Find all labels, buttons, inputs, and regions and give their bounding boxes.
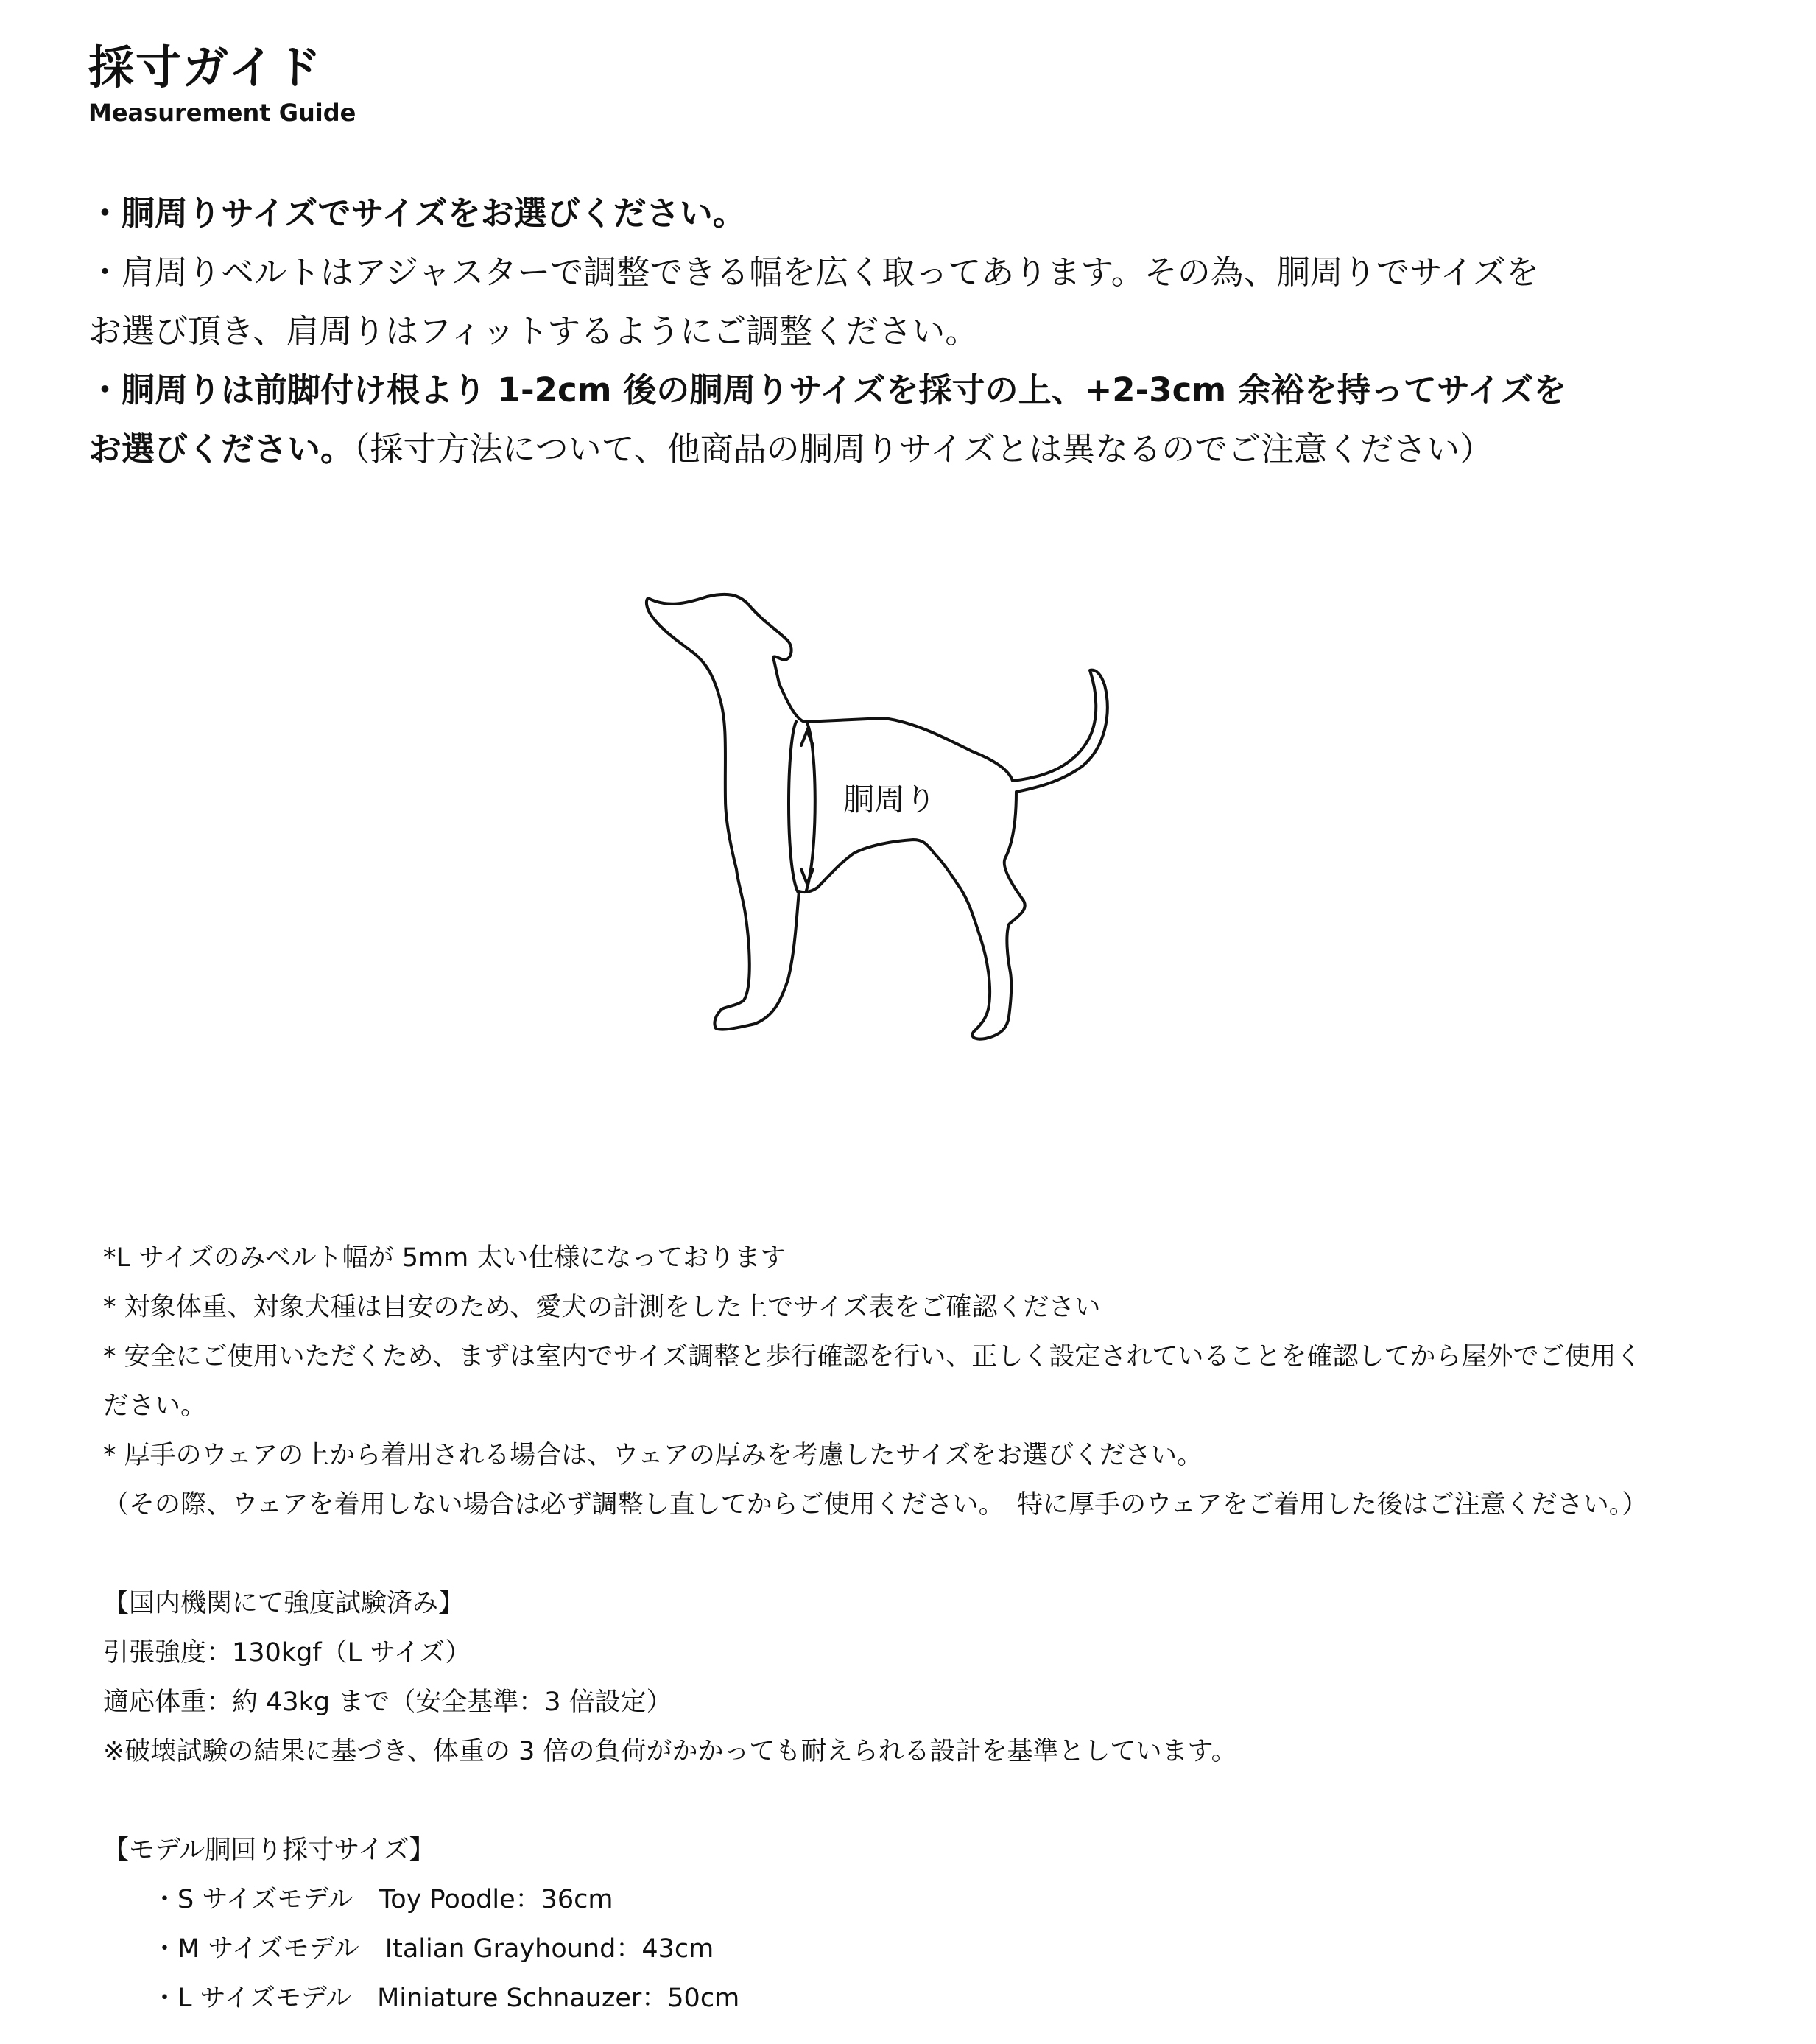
note-4: * 厚手のウェアの上から着用される場合は、ウェアの厚みを考慮したサイズをお選びください。 [103, 1441, 1203, 1470]
intro-instructions [88, 184, 1753, 479]
model-item: ・L サイズモデル Miniature Schnauzer：50cm [152, 1984, 740, 2013]
note-3a: * 安全にご使用いただくため、まずは室内でサイズ調整と歩行確認を行い、正しく設定されていることを確認してから屋外でご使用く [103, 1342, 1642, 1372]
intro-line-5-bold: お選びください。 [88, 429, 354, 468]
intro-line-5 [88, 420, 1753, 479]
page-header [88, 43, 356, 127]
note-3b: ださい。 [103, 1391, 207, 1421]
intro-line-3: お選び頂き、肩周りはフィットするようにご調整ください。 [88, 312, 979, 351]
strength-heading: 【国内機関にて強度試験済み】 [103, 1589, 465, 1618]
dog-measurement-diagram [633, 589, 1193, 1105]
note-1: *L サイズのみベルト幅が 5mm 太い仕様になっております [103, 1243, 786, 1273]
intro-line-1: ・胴周りサイズでサイズをお選びください。 [88, 194, 746, 233]
girth-label: 胴周り [843, 782, 937, 818]
intro-line-2: ・肩周りベルトはアジャスターで調整できる幅を広く取ってあります。その為、胴周りでサイズを [88, 253, 1540, 292]
page-subtitle: Measurement Guide [88, 99, 356, 127]
note-2: * 対象体重、対象犬種は目安のため、愛犬の計測をした上でサイズ表をご確認ください [103, 1293, 1101, 1322]
strength-weight: 適応体重：約 43kg まで（安全基準：3 倍設定） [103, 1687, 672, 1717]
strength-remark: ※破壊試験の結果に基づき、体重の 3 倍の負荷がかかっても耐えられる設計を基準としています。 [103, 1737, 1237, 1766]
dog-outline-icon [633, 589, 1193, 1105]
model-item: ・S サイズモデル Toy Poodle：36cm [152, 1885, 613, 1914]
model-item: ・M サイズモデル Italian Grayhound：43cm [152, 1934, 714, 1964]
page-title: 採寸ガイド [88, 41, 323, 94]
spacer [103, 1530, 1782, 1579]
strength-tensile: 引張強度：130kgf（L サイズ） [103, 1638, 471, 1668]
note-5: （その際、ウェアを着用しない場合は必ず調整し直してからご使用ください。 特に厚手のウェアをご着用した後はご注意ください。） [103, 1490, 1648, 1520]
models-heading: 【モデル胴回り採寸サイズ】 [103, 1836, 435, 1865]
arrow-down-icon [801, 869, 813, 884]
girth-measure-back [789, 720, 798, 893]
intro-line-4: ・胴周りは前脚付け根より 1-2cm 後の胴周りサイズを採寸の上、+2-3cm 余裕を持ってサイズを [88, 370, 1567, 410]
notes-section [103, 1234, 1782, 2023]
spacer [103, 1777, 1782, 1826]
intro-line-5-normal: （採寸方法について、他商品の胴周りサイズとは異なるのでご注意ください） [353, 429, 1493, 468]
